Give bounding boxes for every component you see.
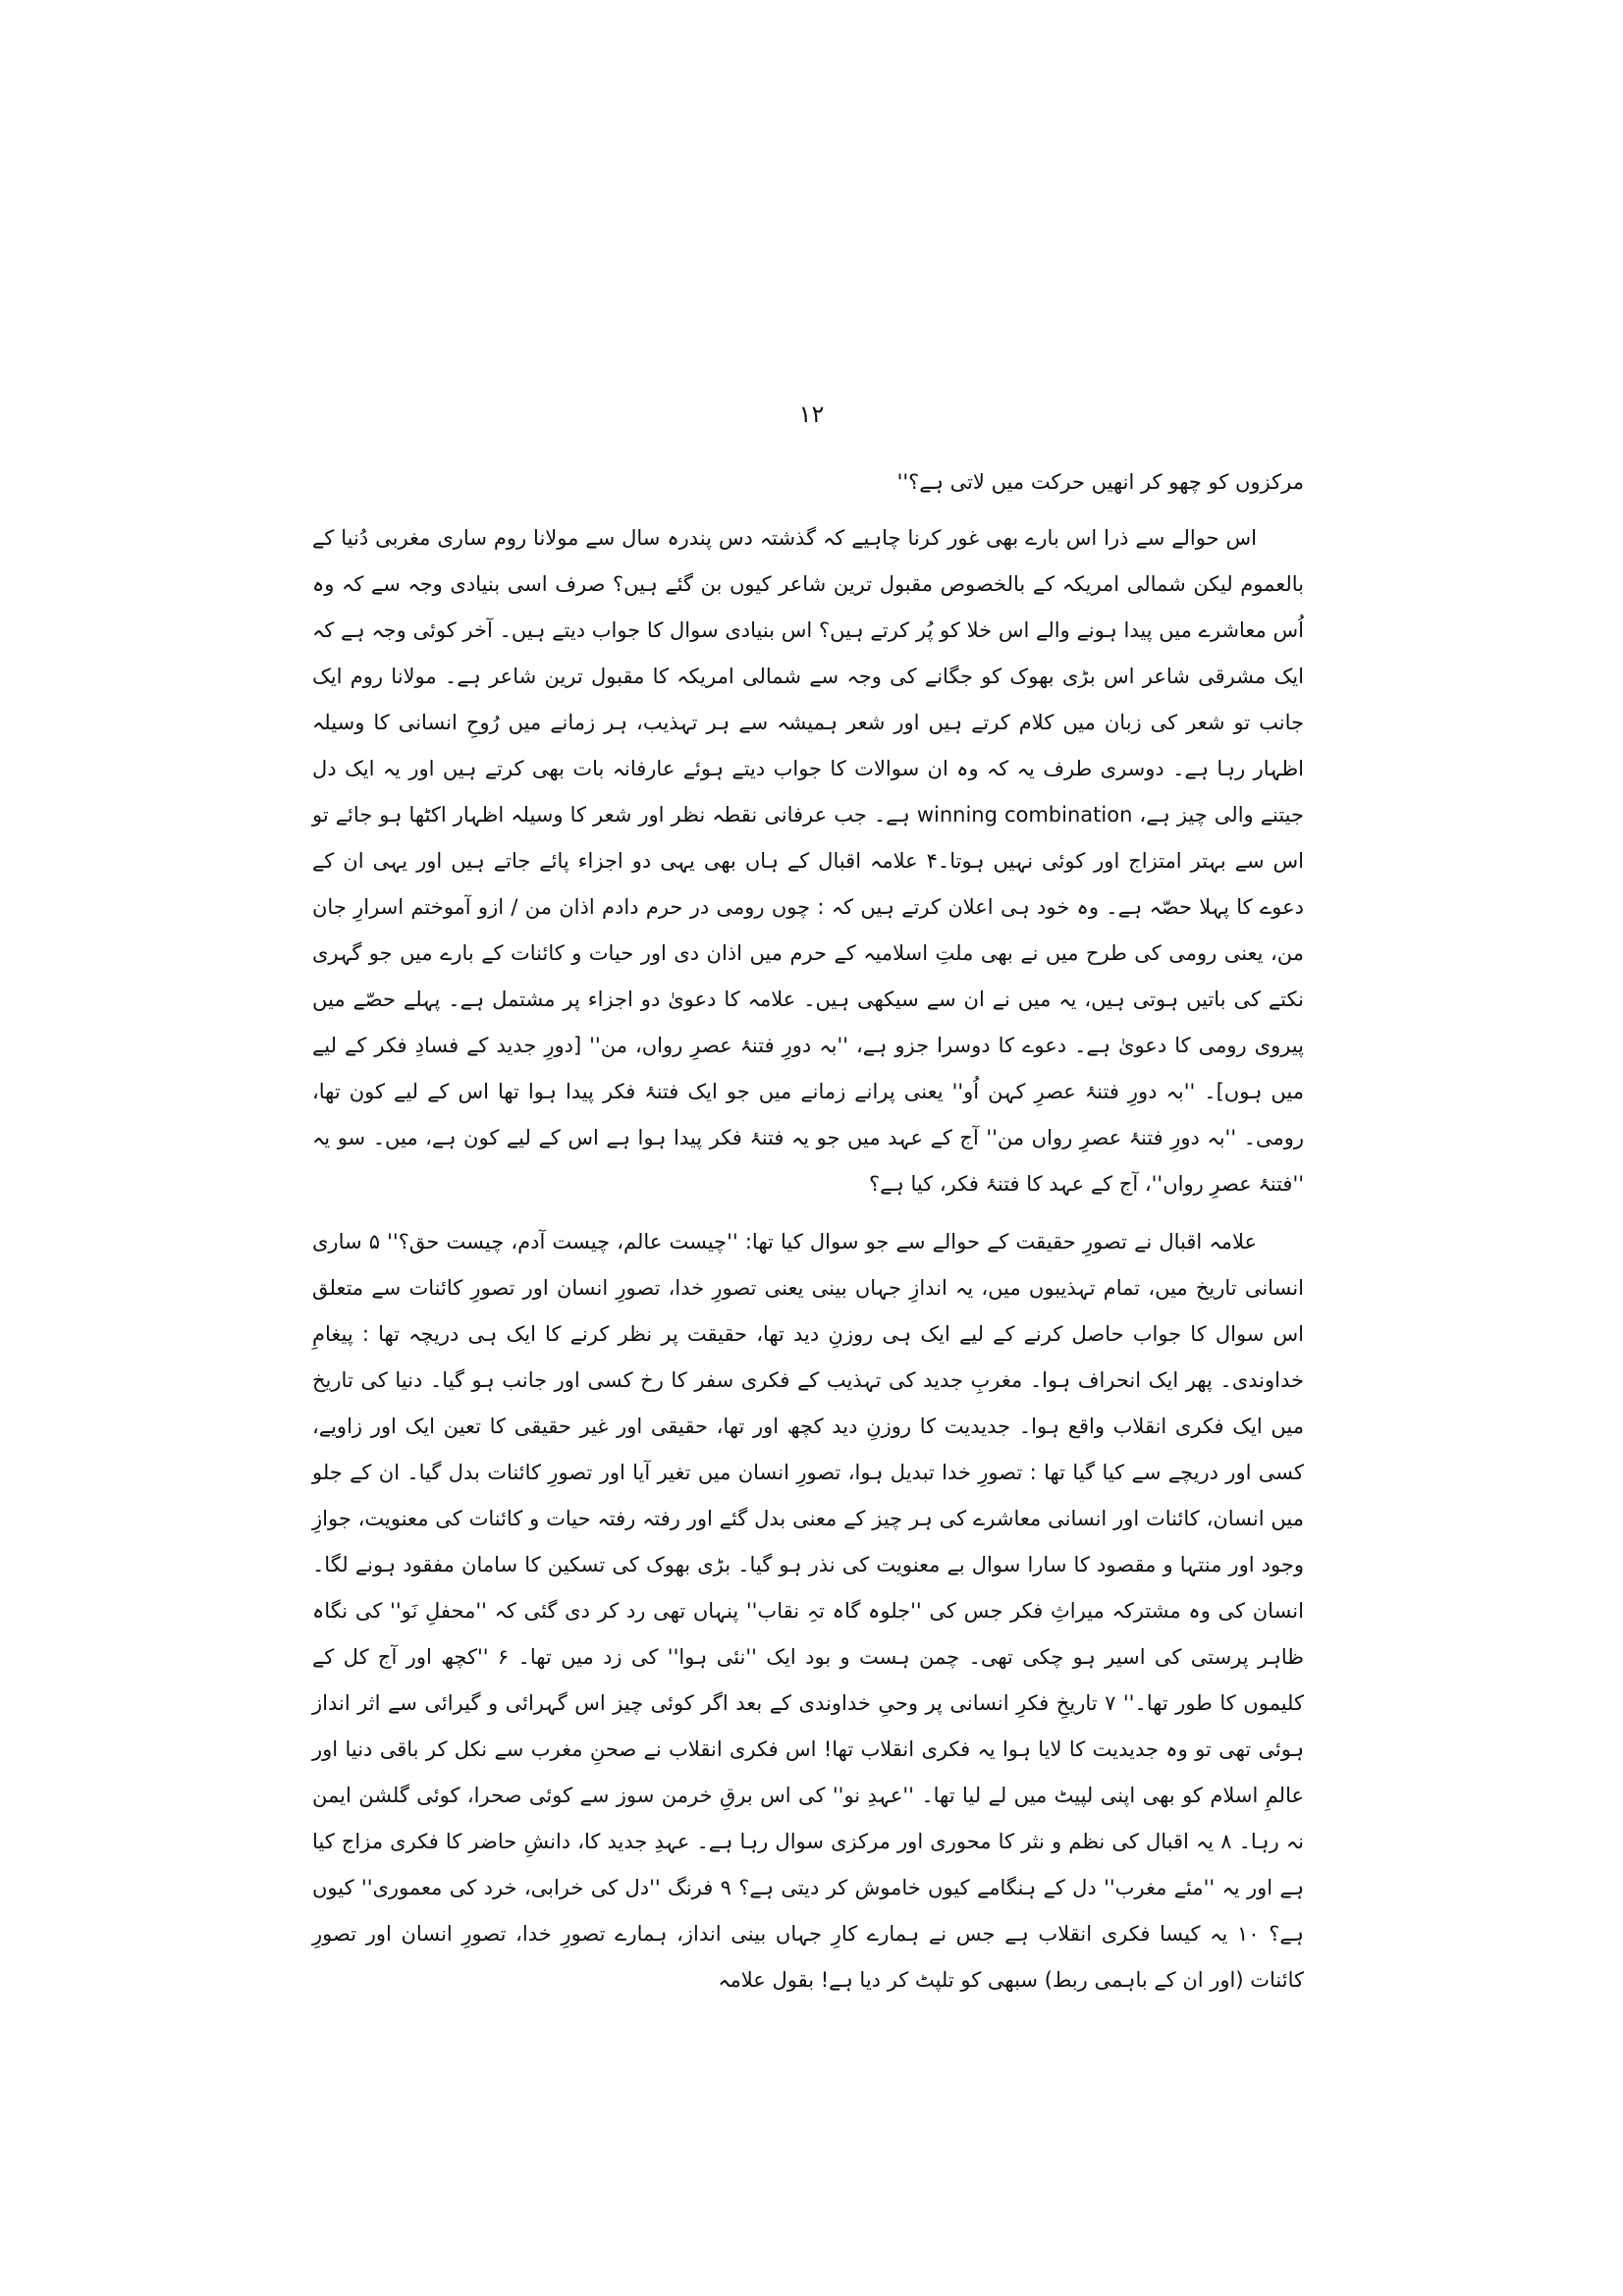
- paragraph-quote-ending: مرکزوں کو چھو کر انھیں حرکت میں لاتی ہے؟'': [896, 470, 1304, 494]
- paragraph-rumi: اس حوالے سے ذرا اس بارے بھی غور کرنا چاہیے کہ گذشتہ دس پندرہ سال سے مولانا روم ساری مغربی دُنیا کے بالعموم لیکن شمالی امریکہ کے بالخصوص مقبول ترین شاعر کیوں بن گئے ہیں؟ صرف اسی بنیادی وجہ سے کہ وہ اُس معاشرے میں پیدا ہونے والے اس خلا کو پُر کرتے ہیں؟ اس بنیادی سوال کا جواب دیتے ہیں۔ آخر کوئی وجہ ہے کہ ایک مشرقی شاعر اس بڑی بھوک کو جگانے کی وجہ سے شمالی امریکہ کا مقبول ترین شاعر ہے۔ مولانا روم ایک جانب تو شعر کی زبان میں کلام کرتے ہیں اور شعر ہمیشہ سے ہر تہذیب، ہر زمانے میں رُوحِ انسانی کا وسیلہ اظہار رہا ہے۔ دوسری طرف یہ کہ وہ ان سوالات کا جواب دیتے ہوئے عارفانہ بات بھی کرتے ہیں اور یہ ایک دل جیتنے والی چیز ہے، winning combination ہے۔ جب عرفانی نقطہ نظر اور شعر کا وسیلہ اظہار اکٹھا ہو جائے تو اس سے بہتر امتزاج اور کوئی نہیں ہوتا۔۴ علامہ اقبال کے ہاں بھی یہی دو اجزاء پائے جاتے ہیں اور یہی ان کے دعوے کا پہلا حصّہ ہے۔ وہ خود ہی اعلان کرتے ہیں کہ : چوں رومی در حرم دادم اذان من / ازو آموختم اسرارِ جان من، یعنی رومی کی طرح میں نے بھی ملتِ اسلامیہ کے حرم میں اذان دی اور حیات و کائنات کے بارے میں جو گہری نکتے کی باتیں ہوتی ہیں، یہ میں نے ان سے سیکھی ہیں۔ علامہ کا دعویٰ دو اجزاء پر مشتمل ہے۔ پہلے حصّے میں پیروی رومی کا دعویٰ ہے۔ دعوے کا دوسرا جزو ہے، ''بہ دورِ فتنۂ عصرِ رواں، من'' [دورِ جدید کے فسادِ فکر کے لیے میں ہوں]۔ ''بہ دورِ فتنۂ عصرِ کہن اُو'' یعنی پرانے زمانے میں جو ایک فتنۂ فکر پیدا ہوا تھا اس کے لیے کون تھا، رومی۔ ''بہ دورِ فتنۂ عصرِ رواں من'' آج کے عہد میں جو یہ فتنۂ فکر پیدا ہوا ہے اس کے لیے کون ہے، میں۔ سو یہ ''فتنۂ عصرِ رواں''، آج کے عہد کا فتنۂ فکر، کیا ہے؟: [312, 526, 1305, 1196]
- page-number: ۱۲: [798, 400, 825, 428]
- body-text: [312, 459, 1304, 2015]
- paragraph-modernity: علامہ اقبال نے تصورِ حقیقت کے حوالے سے جو سوال کیا تھا: ''چیست عالم، چیست آدم، چیست حق؟'' ۵ ساری انسانی تاریخ میں، تمام تہذیبوں میں، یہ اندازِ جہاں بینی یعنی تصورِ خدا، تصورِ انسان اور تصورِ کائنات سے متعلق اس سوال کا جواب حاصل کرنے کے لیے ایک ہی روزنِ دید تھا، حقیقت پر نظر کرنے کا ایک ہی دریچہ تھا : پیغامِ خداوندی۔ پھر ایک انحراف ہوا۔ مغربِ جدید کی تہذیب کے فکری سفر کا رخ کسی اور جانب ہو گیا۔ دنیا کی تاریخ میں ایک فکری انقلاب واقع ہوا۔ جدیدیت کا روزنِ دید کچھ اور تھا، حقیقی اور غیر حقیقی کا تعین ایک اور زاویے، کسی اور دریچے سے کیا گیا تھا : تصورِ خدا تبدیل ہوا، تصورِ انسان میں تغیر آیا اور تصورِ کائنات بدل گیا۔ ان کے جلو میں انسان، کائنات اور انسانی معاشرے کی ہر چیز کے معنی بدل گئے اور رفتہ رفتہ حیات و کائنات کی معنویت، جوازِ وجود اور منتہا و مقصود کا سارا سوال بے معنویت کی نذر ہو گیا۔ بڑی بھوک کی تسکین کا سامان مفقود ہونے لگا۔ انسان کی وہ مشترکہ میراثِ فکر جس کی ''جلوہ گاہ تہِ نقاب'' پنہاں تھی رد کر دی گئی کہ ''محفلِ نَو'' کی نگاہ ظاہر پرستی کی اسیر ہو چکی تھی۔ چمن ہست و بود ایک ''نئی ہوا'' کی زد میں تھا۔ ۶ ''کچھ اور آج کل کے کلیموں کا طور تھا۔'' ۷ تاریخِ فکرِ انسانی پر وحیِ خداوندی کے بعد اگر کوئی چیز اس گہرائی و گیرائی سے اثر انداز ہوئی تھی تو وہ جدیدیت کا لایا ہوا یہ فکری انقلاب تھا! اس فکری انقلاب نے صحنِ مغرب سے نکل کر باقی دنیا اور عالمِ اسلام کو بھی اپنی لپیٹ میں لے لیا تھا۔ ''عہدِ نو'' کی اس برقِ خرمن سوز سے کوئی صحرا، کوئی گلشن ایمن نہ رہا۔ ۸ یہ اقبال کی نظم و نثر کا محوری اور مرکزی سوال رہا ہے۔ عہدِ جدید کا، دانشِ حاضر کا فکری مزاج کیا ہے اور یہ ''مئے مغرب'' دل کے ہنگامے کیوں خاموش کر دیتی ہے؟ ۹ فرنگ ''دل کی خرابی، خرد کی معموری'' کیوں ہے؟ ۱۰ یہ کیسا فکری انقلاب ہے جس نے ہمارے کارِ جہاں بینی انداز، ہمارے تصورِ خدا، تصورِ انسان اور تصورِ کائنات (اور ان کے باہمی ربط) سبھی کو تلپٹ کر دیا ہے! بقول علامہ: [312, 1230, 1304, 1992]
